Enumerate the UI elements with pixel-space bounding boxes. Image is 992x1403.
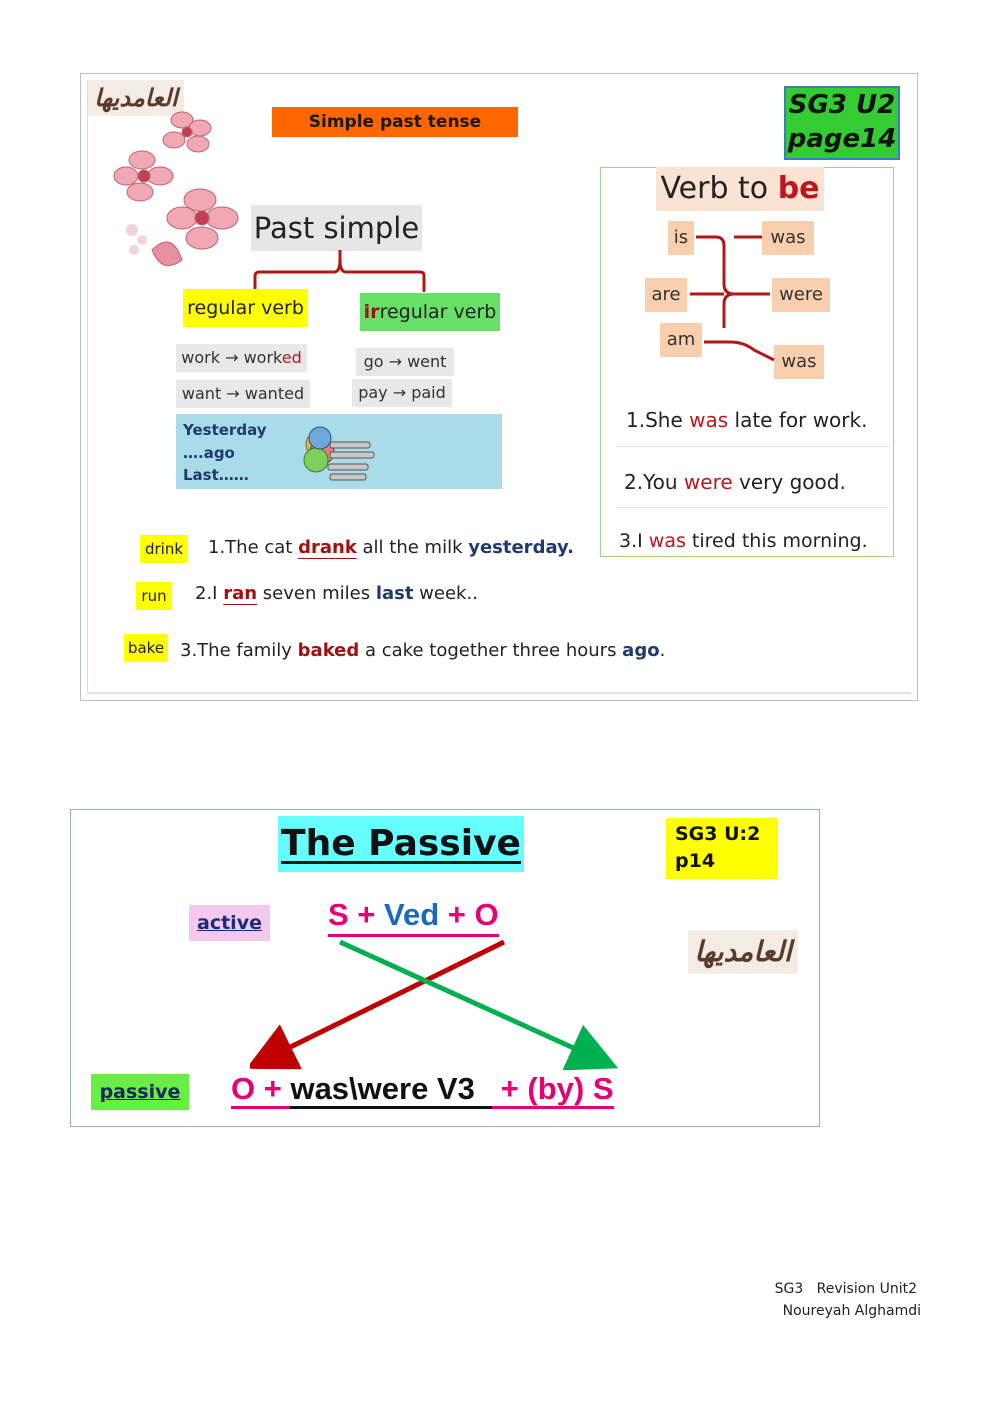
divider — [616, 446, 890, 447]
formula-agent: + (by) S — [492, 1071, 613, 1109]
active-formula — [328, 896, 499, 937]
irregular-rest: regular verb — [379, 301, 497, 323]
example-time: last — [375, 583, 414, 604]
arabic-signature-2: العامديها — [688, 930, 798, 974]
irregular-example-2: pay → paid — [352, 379, 452, 407]
be-sentence-1 — [626, 408, 867, 432]
time-word-2: ….ago — [183, 444, 235, 462]
be-left-am: am — [660, 323, 702, 357]
past-simple-heading: Past simple — [251, 205, 422, 251]
time-word-3: Last…… — [183, 466, 249, 484]
example-post: . — [659, 640, 666, 661]
sentence-post: late for work. — [728, 408, 868, 432]
badge-line-2: p14 — [675, 850, 716, 872]
example-mid: seven miles — [257, 583, 376, 604]
example-verb: drank — [298, 537, 357, 558]
passive-title: The Passive — [278, 816, 524, 872]
divider — [616, 507, 890, 508]
badge-line-2: page14 — [787, 124, 897, 154]
example-post: . — [567, 537, 574, 558]
be-right-was-2: was — [774, 345, 824, 379]
be-connector-lines — [690, 224, 780, 364]
example-verb: ran — [223, 583, 258, 604]
example-time: ago — [622, 640, 660, 661]
formula-plus: + — [348, 897, 385, 932]
irregular-prefix: ir — [363, 301, 380, 323]
formula-subject: S — [328, 897, 349, 932]
sentence-verb: were — [683, 470, 733, 494]
formula-object: O — [474, 897, 499, 932]
badge-line-1: SG3 U2 — [788, 90, 896, 120]
sentence-verb: was — [689, 408, 729, 432]
tag-bake: bake — [124, 634, 168, 662]
be-sentence-3 — [619, 530, 868, 552]
flower-decoration-icon — [112, 100, 244, 276]
tag-run: run — [136, 582, 172, 610]
unit-page-badge — [784, 86, 900, 160]
footer — [700, 1278, 921, 1322]
formula-plus: + — [439, 897, 475, 932]
badge-line-1: SG3 U:2 — [675, 823, 761, 845]
slide-title: Simple past tense — [272, 107, 518, 137]
example-sentence-1 — [208, 537, 574, 558]
formula-verb: was\were V3 — [290, 1071, 492, 1109]
arabic-signature: العامديها — [88, 80, 184, 116]
irregular-example-1: go → went — [356, 348, 454, 376]
example-mid: all the milk — [356, 537, 469, 558]
sentence-pre: 3.I — [619, 530, 649, 552]
example-sentence-3 — [180, 640, 665, 661]
example-pre: 1.The cat — [208, 537, 299, 558]
regular-example-1 — [176, 344, 307, 372]
sentence-pre: 2.You — [624, 470, 684, 494]
tag-drink: drink — [140, 535, 188, 563]
example-post: week.. — [413, 583, 478, 604]
keys-icon — [300, 418, 378, 486]
be-left-are: are — [645, 278, 687, 312]
time-word-1: Yesterday — [183, 421, 267, 439]
example-base: work — [181, 348, 220, 367]
be-sentence-2 — [624, 470, 846, 494]
footer-line-2: Noureyah Alghamdi — [782, 1303, 921, 1319]
passive-formula — [231, 1070, 614, 1108]
passive-label: passive — [91, 1074, 189, 1110]
example-pre: 3.The family — [180, 640, 298, 661]
brace-connector — [252, 246, 428, 294]
formula-ved: Ved — [384, 897, 440, 932]
be-right-was: was — [762, 221, 814, 255]
regular-verb-label: regular verb — [183, 289, 308, 327]
sentence-pre: 1.She — [626, 408, 690, 432]
example-mid: a cake together three hours — [359, 640, 623, 661]
example-suffix: ed — [281, 348, 302, 367]
formula-object: O + — [231, 1071, 290, 1109]
example-pre: 2.I — [195, 583, 224, 604]
sentence-post: tired this morning. — [685, 530, 868, 552]
be-right-were: were — [772, 278, 830, 312]
active-label: active — [189, 905, 270, 941]
example-sentence-2 — [195, 583, 478, 604]
swap-arrows — [250, 934, 620, 1070]
be-left-is: is — [668, 221, 694, 255]
verb-to-be-title — [656, 167, 824, 211]
passive-unit-badge — [666, 818, 778, 879]
sentence-verb: was — [648, 530, 686, 552]
sentence-post: very good. — [732, 470, 846, 494]
arrow-icon: → — [225, 348, 239, 367]
time-words-box — [176, 414, 502, 489]
irregular-verb-label — [360, 293, 500, 331]
example-verb: baked — [297, 640, 360, 661]
footer-line-1: SG3 Revision Unit2 — [774, 1281, 917, 1297]
regular-example-2: want → wanted — [176, 380, 310, 408]
example-time: yesterday — [468, 537, 568, 558]
verb-to-be-prefix: Verb to — [660, 171, 778, 206]
example-stem: work — [243, 348, 282, 367]
verb-to-be-be: be — [777, 171, 820, 206]
